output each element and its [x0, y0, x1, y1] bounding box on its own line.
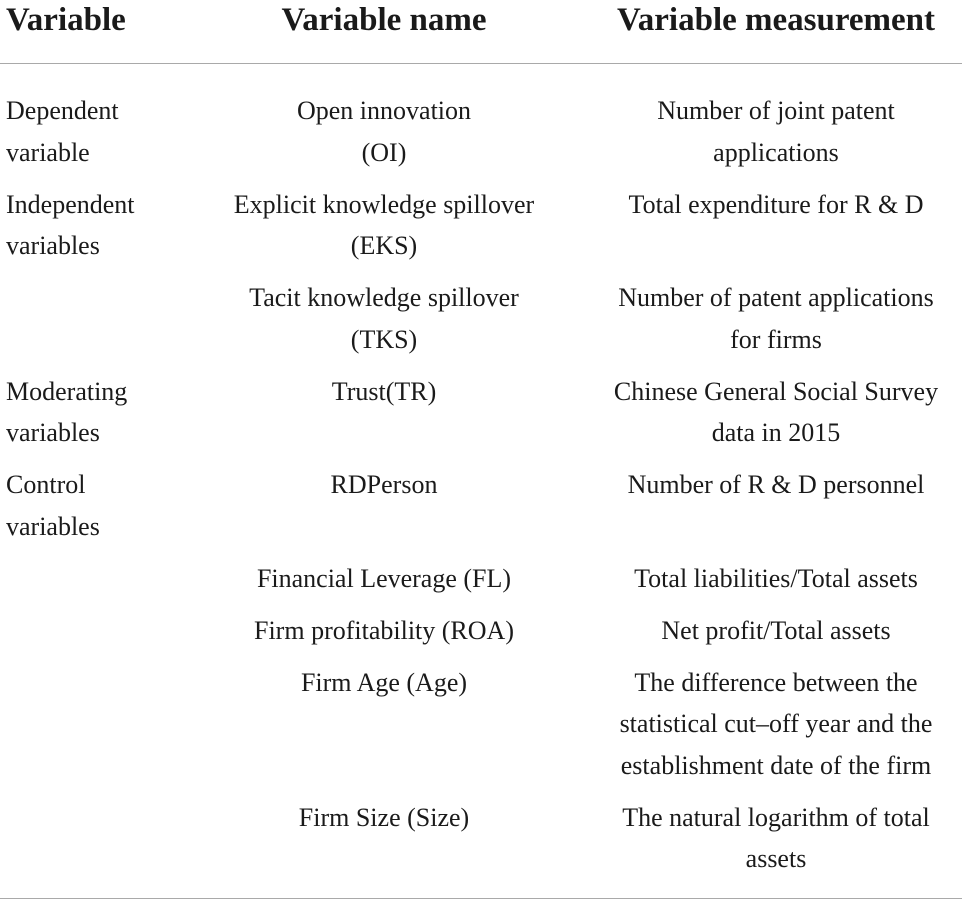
cell-variable-name [192, 267, 576, 361]
cell-variable [0, 599, 192, 651]
cell-variable-name [192, 64, 576, 174]
table-body [0, 64, 962, 899]
table-row [0, 547, 962, 599]
cell-variable-line: Independent [6, 189, 135, 219]
cell-variable [0, 173, 192, 267]
cell-variable-name [192, 651, 576, 786]
cell-variable-measurement-line: for firms [730, 324, 822, 354]
cell-variable-name-line: Firm Size (Size) [298, 802, 470, 832]
cell-variable-line: Control [6, 470, 86, 499]
cell-variable-measurement-line: applications [713, 137, 839, 167]
cell-variable-name-line: Explicit knowledge spillover [233, 189, 535, 219]
cell-variable-measurement-line: Net profit/Total assets [661, 615, 891, 645]
cell-variable-measurement [576, 651, 962, 786]
cell-variable-name [192, 599, 576, 651]
header-variable-name: Variable name [192, 0, 576, 64]
table-row [0, 454, 962, 548]
table-header-row [0, 0, 962, 64]
cell-variable-name-line: Firm profitability (ROA) [254, 615, 514, 645]
cell-variable-measurement-line: Number of patent applications [618, 283, 934, 312]
cell-variable-name-line: Firm Age (Age) [300, 667, 468, 697]
header-variable-measurement: Variable measurement [576, 0, 962, 64]
cell-variable-measurement-line: establishment date of the firm [620, 750, 932, 780]
cell-variable-line: Dependent [6, 96, 119, 125]
cell-variable-measurement [576, 786, 962, 898]
cell-variable-line: variables [6, 418, 100, 447]
cell-variable-name-line: (EKS) [350, 231, 418, 260]
cell-variable-measurement [576, 454, 962, 548]
table-row [0, 360, 962, 454]
cell-variable-line: variables [6, 231, 100, 260]
cell-variable-name [192, 173, 576, 267]
cell-variable [0, 64, 192, 174]
cell-variable-measurement-line: Total expenditure for R & D [628, 189, 924, 219]
table-row [0, 599, 962, 651]
cell-variable [0, 547, 192, 599]
cell-variable-name-line: Tacit knowledge spillover [249, 283, 519, 312]
cell-variable-name [192, 454, 576, 548]
cell-variable-measurement-line: Chinese General Social Survey [613, 376, 939, 406]
header-variable: Variable [0, 0, 192, 64]
cell-variable-line: variables [6, 511, 100, 541]
cell-variable-name [192, 360, 576, 454]
cell-variable-measurement-line: Number of R & D personnel [627, 470, 925, 499]
cell-variable-line: Moderating [6, 376, 128, 406]
cell-variable-measurement [576, 547, 962, 599]
cell-variable-name-line: (OI) [361, 137, 407, 167]
table-row [0, 64, 962, 174]
cell-variable [0, 651, 192, 786]
cell-variable-name-line: Financial Leverage (FL) [256, 563, 512, 593]
cell-variable-measurement-line: The natural logarithm of total [622, 802, 930, 832]
cell-variable-name-line: Open innovation [296, 96, 472, 125]
cell-variable-measurement-line: assets [745, 844, 807, 873]
cell-variable-name-line: RDPerson [330, 470, 438, 499]
table-row [0, 173, 962, 267]
cell-variable-measurement [576, 599, 962, 651]
table-row [0, 786, 962, 898]
cell-variable-line: variable [6, 137, 90, 167]
cell-variable-measurement-line: statistical cut–off year and the [619, 709, 933, 738]
cell-variable-name-line: (TKS) [350, 324, 418, 354]
cell-variable [0, 360, 192, 454]
cell-variable-measurement [576, 173, 962, 267]
cell-variable [0, 267, 192, 361]
cell-variable-measurement-line: Total liabilities/Total assets [634, 563, 918, 593]
cell-variable-name [192, 786, 576, 898]
cell-variable-name [192, 547, 576, 599]
cell-variable [0, 454, 192, 548]
table-row [0, 651, 962, 786]
table-row [0, 267, 962, 361]
cell-variable-measurement [576, 360, 962, 454]
cell-variable-measurement-line: Number of joint patent [657, 96, 895, 125]
cell-variable-measurement [576, 267, 962, 361]
cell-variable-name-line: Trust(TR) [331, 376, 437, 406]
cell-variable [0, 786, 192, 898]
cell-variable-measurement [576, 64, 962, 174]
cell-variable-measurement-line: data in 2015 [711, 418, 841, 447]
cell-variable-measurement-line: The difference between the [634, 667, 918, 697]
